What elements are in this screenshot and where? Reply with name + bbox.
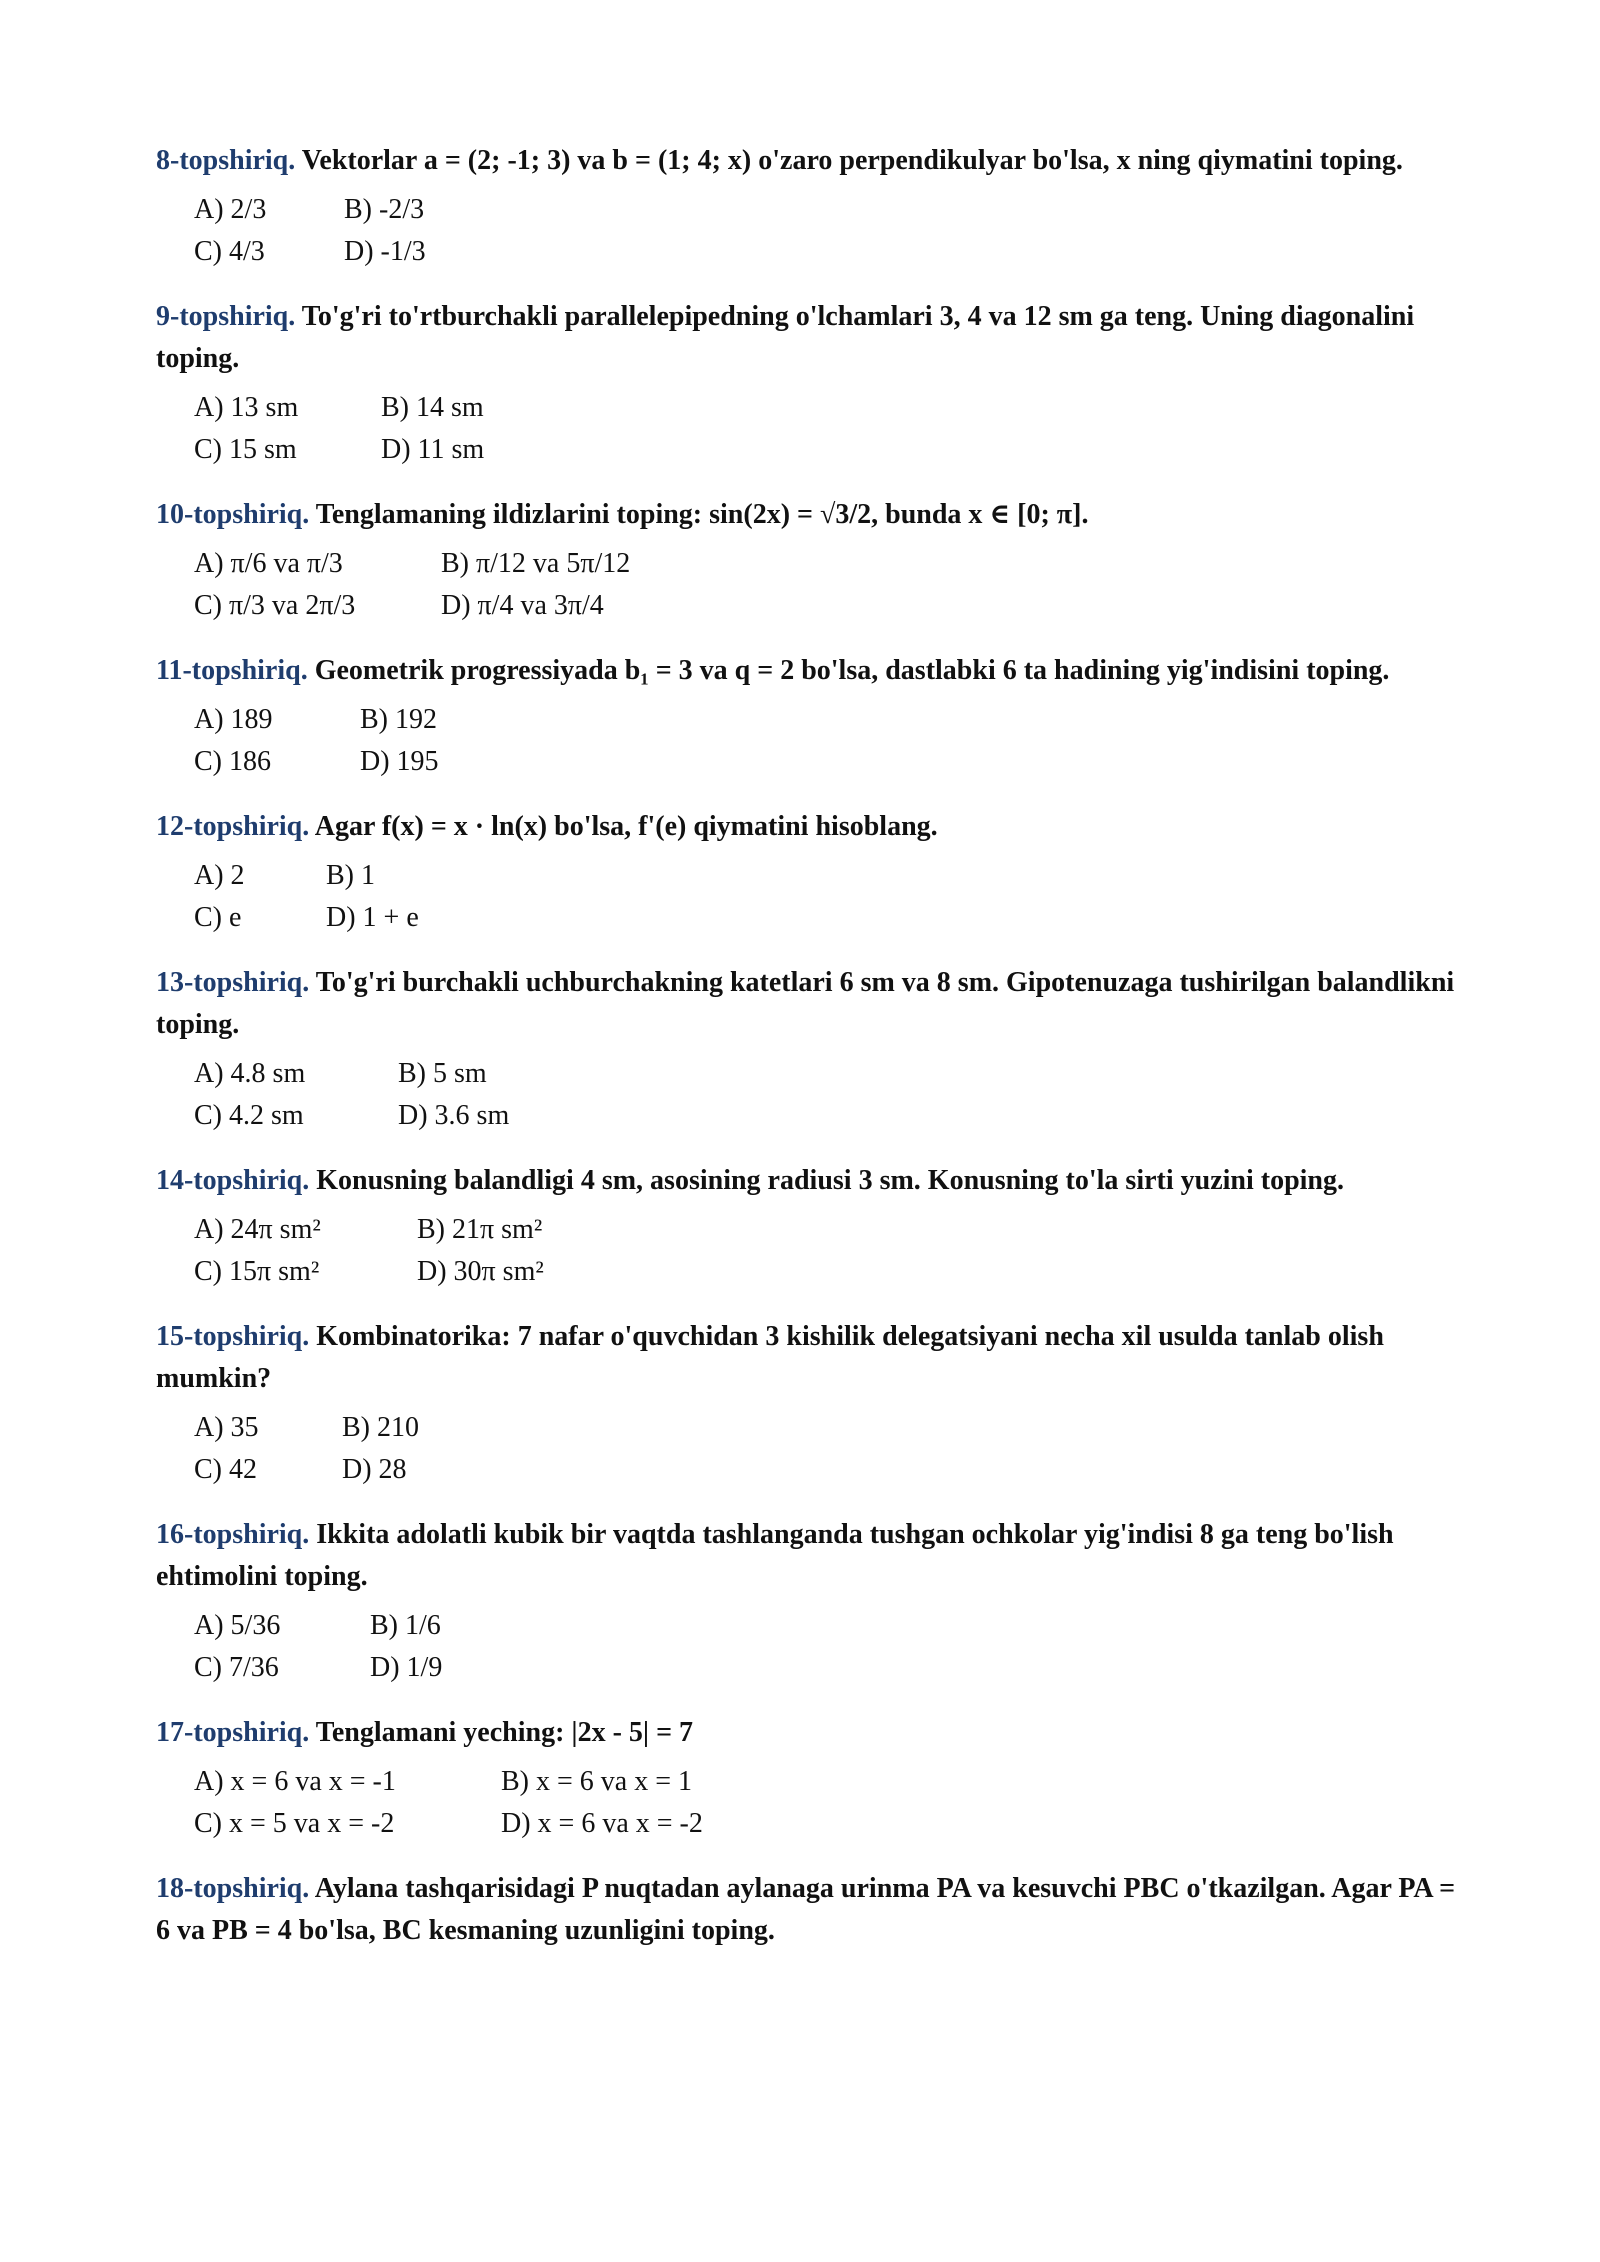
answer-option: A) 4.8 sm <box>194 1058 306 1089</box>
task-question-text: Aylana tashqarisidagi P nuqtadan aylanaga urinma PA va kesuvchi PBC o'tkazilgan. Agar PA = 6 va PB = 4 bo'lsa, BC kesmaning uzunligini toping. <box>156 1873 1456 1946</box>
task-number: 16-topshiriq. <box>156 1519 310 1550</box>
answer-option: A) 189 <box>194 704 273 735</box>
task-number: 15-topshiriq. <box>156 1321 310 1352</box>
answer-option: C) 4/3 <box>194 236 265 267</box>
task-item <box>156 494 1456 627</box>
answer-option: C) 7/36 <box>194 1652 279 1683</box>
answer-row: C) 4/3 D) -1/3 <box>194 231 1456 273</box>
task-question <box>156 140 1456 182</box>
task-question-text: Kombinatorika: 7 nafar o'quvchidan 3 kishilik delegatsiyani necha xil usulda tanlab olish mumkin? <box>156 1321 1384 1394</box>
answer-option: C) x = 5 va x = -2 <box>194 1808 395 1839</box>
answer-options <box>194 543 1456 627</box>
task-question <box>156 650 1456 692</box>
task-number: 9-topshiriq. <box>156 301 296 332</box>
task-question-text: Vektorlar a = (2; -1; 3) va b = (1; 4; x) o'zaro perpendikulyar bo'lsa, x ning qiymatini toping. <box>301 145 1403 176</box>
answer-row: C) π/3 va 2π/3 D) π/4 va 3π/4 <box>194 585 1456 627</box>
task-item <box>156 650 1456 783</box>
task-item <box>156 1868 1456 1952</box>
task-question <box>156 494 1456 536</box>
answer-row: A) 2/3 B) -2/3 <box>194 189 1456 231</box>
answer-option: C) 15π sm² <box>194 1256 320 1287</box>
answer-option: A) 2/3 <box>194 194 267 225</box>
answer-row: A) 2 B) 1 <box>194 855 1456 897</box>
answer-row: C) x = 5 va x = -2 D) x = 6 va x = -2 <box>194 1803 1456 1845</box>
answer-row: C) 15 sm D) 11 sm <box>194 429 1456 471</box>
task-question <box>156 1514 1456 1598</box>
task-item <box>156 1316 1456 1491</box>
task-question <box>156 1868 1456 1952</box>
answer-options <box>194 1053 1456 1137</box>
answer-option: A) 2 <box>194 860 245 891</box>
answer-options <box>194 699 1456 783</box>
answer-option: C) 15 sm <box>194 434 297 465</box>
answer-option: C) 186 <box>194 746 271 777</box>
task-number: 18-topshiriq. <box>156 1873 310 1904</box>
task-question-text: Ikkita adolatli kubik bir vaqtda tashlanganda tushgan ochkolar yig'indisi 8 ga teng bo'lish ehtimolini toping. <box>156 1519 1394 1592</box>
answer-option: A) 5/36 <box>194 1610 281 1641</box>
answer-options <box>194 1761 1456 1845</box>
answer-row: C) 42 D) 28 <box>194 1449 1456 1491</box>
task-question-text: Konusning balandligi 4 sm, asosining radiusi 3 sm. Konusning to'la sirti yuzini toping. <box>316 1165 1345 1196</box>
task-question <box>156 1316 1456 1400</box>
answer-row: A) 35 B) 210 <box>194 1407 1456 1449</box>
answer-option: C) 42 <box>194 1454 257 1485</box>
answer-row: A) π/6 va π/3 B) π/12 va 5π/12 <box>194 543 1456 585</box>
answer-option: A) 24π sm² <box>194 1214 321 1245</box>
task-question-text: To'g'ri burchakli uchburchakning katetlari 6 sm va 8 sm. Gipotenuzaga tushirilgan balandlikni toping. <box>156 967 1455 1040</box>
answer-row: A) x = 6 va x = -1 B) x = 6 va x = 1 <box>194 1761 1456 1803</box>
answer-options <box>194 855 1456 939</box>
answer-row: A) 4.8 sm B) 5 sm <box>194 1053 1456 1095</box>
task-question-text: Geometrik progressiyada b₁ = 3 va q = 2 bo'lsa, dastlabki 6 ta hadining yig'indisini toping. <box>314 655 1390 686</box>
answer-row: C) e D) 1 + e <box>194 897 1456 939</box>
answer-options <box>194 387 1456 471</box>
task-number: 12-topshiriq. <box>156 811 310 842</box>
task-number: 13-topshiriq. <box>156 967 310 998</box>
answer-option: C) e <box>194 902 242 933</box>
task-question <box>156 1160 1456 1202</box>
answer-row: A) 13 sm B) 14 sm <box>194 387 1456 429</box>
answer-row: A) 5/36 B) 1/6 <box>194 1605 1456 1647</box>
answer-option: A) x = 6 va x = -1 <box>194 1766 396 1797</box>
answer-row: A) 24π sm² B) 21π sm² <box>194 1209 1456 1251</box>
task-question-text: To'g'ri to'rtburchakli parallelepipedning o'lchamlari 3, 4 va 12 sm ga teng. Uning diagonalini toping. <box>156 301 1415 374</box>
answer-row: C) 186 D) 195 <box>194 741 1456 783</box>
task-item <box>156 1514 1456 1689</box>
answer-row: A) 189 B) 192 <box>194 699 1456 741</box>
task-number: 8-topshiriq. <box>156 145 296 176</box>
answer-option: A) 13 sm <box>194 392 299 423</box>
task-question-text: Tenglamani yeching: |2x - 5| = 7 <box>315 1717 694 1748</box>
answer-row: C) 7/36 D) 1/9 <box>194 1647 1456 1689</box>
task-item <box>156 1160 1456 1293</box>
task-question <box>156 962 1456 1046</box>
answer-options <box>194 1605 1456 1689</box>
task-number: 17-topshiriq. <box>156 1717 310 1748</box>
answer-option: A) 35 <box>194 1412 259 1443</box>
task-list <box>156 140 1456 1975</box>
answer-options <box>194 1407 1456 1491</box>
task-item <box>156 962 1456 1137</box>
answer-options <box>194 1209 1456 1293</box>
task-question-text: Agar f(x) = x · ln(x) bo'lsa, f'(e) qiymatini hisoblang. <box>314 811 938 842</box>
task-number: 11-topshiriq. <box>156 655 308 686</box>
task-number: 10-topshiriq. <box>156 499 310 530</box>
task-number: 14-topshiriq. <box>156 1165 310 1196</box>
task-question <box>156 296 1456 380</box>
answer-option: C) 4.2 sm <box>194 1100 304 1131</box>
task-question-text: Tenglamaning ildizlarini toping: sin(2x) = √3/2, bunda x ∈ [0; π]. <box>315 499 1089 530</box>
task-item <box>156 806 1456 939</box>
task-item <box>156 1712 1456 1845</box>
task-item <box>156 140 1456 273</box>
answer-option: A) π/6 va π/3 <box>194 548 343 579</box>
answer-options <box>194 189 1456 273</box>
task-question <box>156 1712 1456 1754</box>
task-item <box>156 296 1456 471</box>
task-question <box>156 806 1456 848</box>
answer-row: C) 4.2 sm D) 3.6 sm <box>194 1095 1456 1137</box>
answer-option: C) π/3 va 2π/3 <box>194 590 356 621</box>
answer-row: C) 15π sm² D) 30π sm² <box>194 1251 1456 1293</box>
